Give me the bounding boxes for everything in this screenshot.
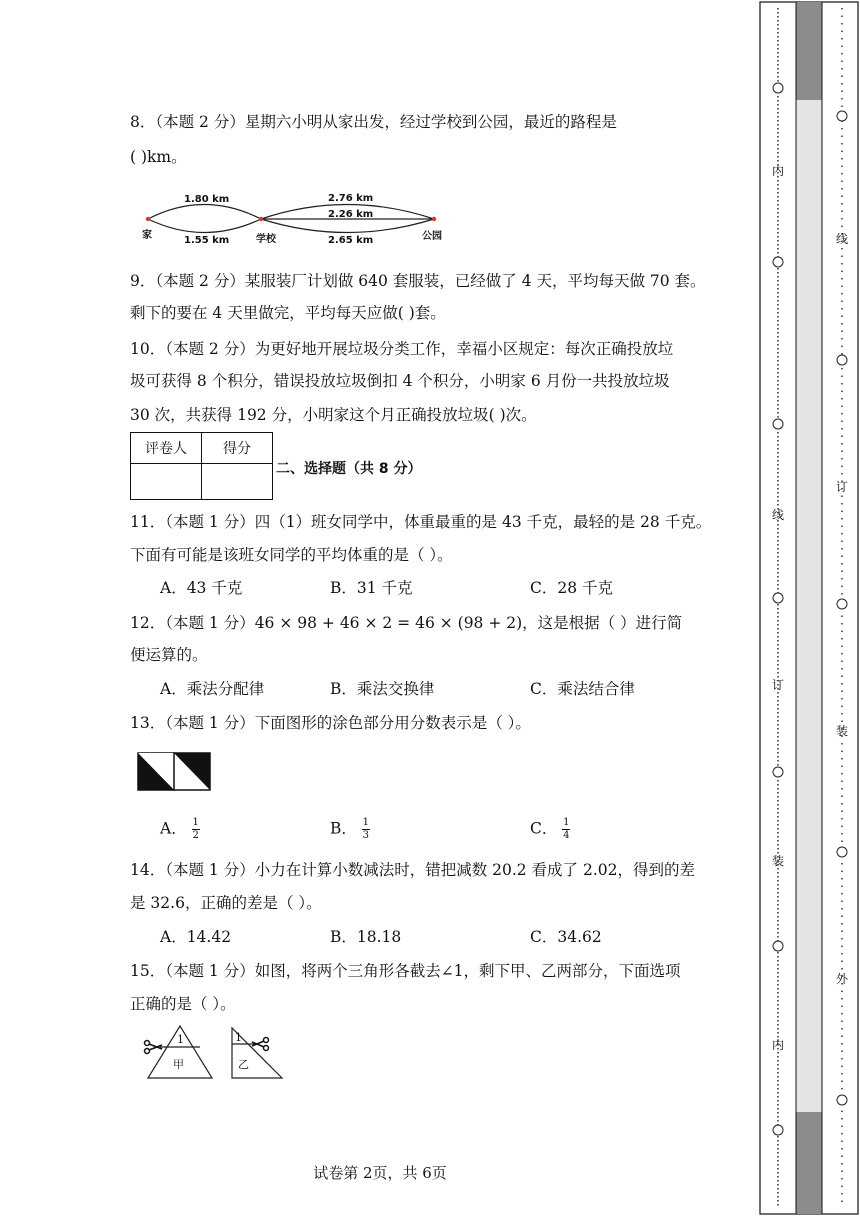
inner-binding-circle-5 [773, 767, 783, 777]
gray-bar-bottom [796, 1112, 822, 1214]
question-10-line-3: 30 次，共获得 192 分，小明家这个月正确投放垃圾( )次。 [130, 406, 537, 424]
school-point [259, 217, 263, 221]
triangle-jia-angle-label: 1 [177, 1033, 184, 1046]
outer-binding-circle-3 [837, 599, 847, 609]
shaded-squares-figure [137, 752, 213, 792]
question-14-line-2: 是 32.6，正确的差是（ ）。 [130, 894, 322, 912]
outer-label-xian: 线 [836, 232, 849, 246]
q12-option-c: C．乘法结合律 [530, 680, 635, 698]
q12-option-b: B．乘法交换律 [330, 680, 435, 698]
question-12-line-1: 12．（本题 1 分）46 × 98 + 46 × 2 = 46 × (98 + 2)，这是根据（ ）进行简 [130, 614, 683, 632]
triangle-jia-label: 甲 [173, 1058, 184, 1071]
outer-binding-circle-1 [837, 111, 847, 121]
question-9-line-1: 9．（本题 2 分）某服装厂计划做 640 套服装，已经做了 4 天，平均每天做 70 套。 [130, 272, 706, 290]
inner-binding-circle-1 [773, 83, 783, 93]
home-point [146, 217, 150, 221]
light-bar [796, 100, 822, 1112]
score-table-grader-header: 评卷人 [131, 433, 202, 464]
inner-binding-circle-4 [773, 593, 783, 603]
outer-label-wai: 外 [836, 972, 849, 986]
q13-option-a [160, 818, 200, 841]
outer-label-zhuang: 装 [836, 724, 849, 738]
park-point [432, 217, 436, 221]
place-label-home: 家 [142, 230, 152, 241]
q14-option-a: A．14.42 [160, 928, 232, 946]
question-10-line-2: 圾可获得 8 个积分，错误投放垃圾倒扣 4 个积分，小明家 6 月份一共投放垃圾 [130, 372, 670, 390]
q13-option-c-prefix: C． [530, 819, 558, 838]
q13-option-b [330, 818, 370, 841]
q14-option-c: C．34.62 [530, 928, 602, 946]
inner-label-ding: 订 [772, 678, 785, 692]
question-11-line-2: 下面有可能是该班女同学的平均体重的是（ ）。 [130, 546, 453, 564]
place-label-park: 公园 [422, 231, 442, 242]
question-15-line-1: 15．（本题 1 分）如图，将两个三角形各截去∠1，剩下甲、乙两部分，下面选项 [130, 962, 681, 980]
place-label-school: 学校 [256, 234, 276, 245]
question-8-line-1: 8．（本题 2 分）星期六小明从家出发，经过学校到公园，最近的路程是 [130, 113, 617, 131]
route-diagram [140, 186, 460, 248]
outer-binding-circle-4 [837, 847, 847, 857]
q11-option-a: A．43 千克 [160, 579, 243, 597]
inner-binding-circle-6 [773, 941, 783, 951]
q13-option-b-prefix: B． [330, 819, 357, 838]
triangle-yi-label: 乙 [238, 1058, 249, 1071]
inner-label-zhuang: 装 [772, 854, 785, 868]
question-14-line-1: 14．（本题 1 分）小力在计算小数减法时，错把减数 20.2 看成了 2.02，得到的差 [130, 861, 695, 879]
q14-option-b: B．18.18 [330, 928, 402, 946]
route-home-school-lower [148, 219, 261, 233]
inner-binding-circle-7 [773, 1125, 783, 1135]
inner-label-xian: 线 [772, 508, 785, 522]
question-12-line-2: 便运算的。 [130, 646, 208, 664]
route-home-school-upper [148, 205, 261, 220]
triangle-yi-angle-label: 1 [235, 1031, 242, 1044]
score-table-grader-cell [131, 464, 202, 500]
route-school-park-lower [261, 219, 434, 233]
outer-binding-circle-2 [837, 355, 847, 365]
q13-option-a-prefix: A． [160, 819, 187, 838]
binding-margin [758, 0, 860, 1216]
distance-label-3: 2.76 km [328, 193, 374, 204]
outer-binding-circle-5 [837, 1095, 847, 1105]
inner-binding-circle-2 [773, 257, 783, 267]
distance-label-5: 2.65 km [328, 235, 374, 246]
question-10-line-1: 10．（本题 2 分）为更好地开展垃圾分类工作，幸福小区规定：每次正确投放垃 [130, 340, 674, 358]
inner-binding-circle-3 [773, 419, 783, 429]
score-table-score-cell [202, 464, 273, 500]
score-table-score-header: 得分 [202, 433, 273, 464]
question-15-line-2: 正确的是（ ）。 [130, 995, 236, 1013]
q13-option-c [530, 818, 570, 841]
page-footer: 试卷第 2页，共 6页 [313, 1164, 447, 1182]
outer-label-ding: 订 [836, 480, 849, 494]
inner-label-nei-top: 内 [772, 164, 785, 178]
q11-option-b: B．31 千克 [330, 579, 413, 597]
q11-option-c: C．28 千克 [530, 579, 614, 597]
q12-option-a: A．乘法分配律 [160, 680, 265, 698]
distance-label-1: 1.80 km [184, 194, 230, 205]
section-title: 二、选择题（共 8 分） [276, 461, 422, 477]
cut-triangles-figure [142, 1022, 292, 1084]
fraction-one-third: $\frac{1}{3}$ [362, 817, 370, 841]
distance-label-2: 1.55 km [184, 235, 230, 246]
question-9-line-2: 剩下的要在 4 天里做完，平均每天应做( )套。 [130, 304, 446, 322]
question-11-line-1: 11．（本题 1 分）四（1）班女同学中，体重最重的是 43 千克，最轻的是 28 千克。 [130, 513, 712, 531]
gray-bar-top [796, 2, 822, 100]
inner-label-nei-bottom: 内 [772, 1038, 785, 1052]
question-13-line-1: 13．（本题 1 分）下面图形的涂色部分用分数表示是（ ）。 [130, 714, 531, 732]
fraction-one-quarter: $\frac{1}{4}$ [563, 817, 570, 841]
scissors-icon [145, 1041, 163, 1054]
score-table [130, 432, 273, 500]
fraction-one-half: $\frac{1}{2}$ [192, 817, 199, 841]
question-8-line-2: ( )km。 [130, 148, 187, 166]
distance-label-4: 2.26 km [328, 209, 374, 220]
